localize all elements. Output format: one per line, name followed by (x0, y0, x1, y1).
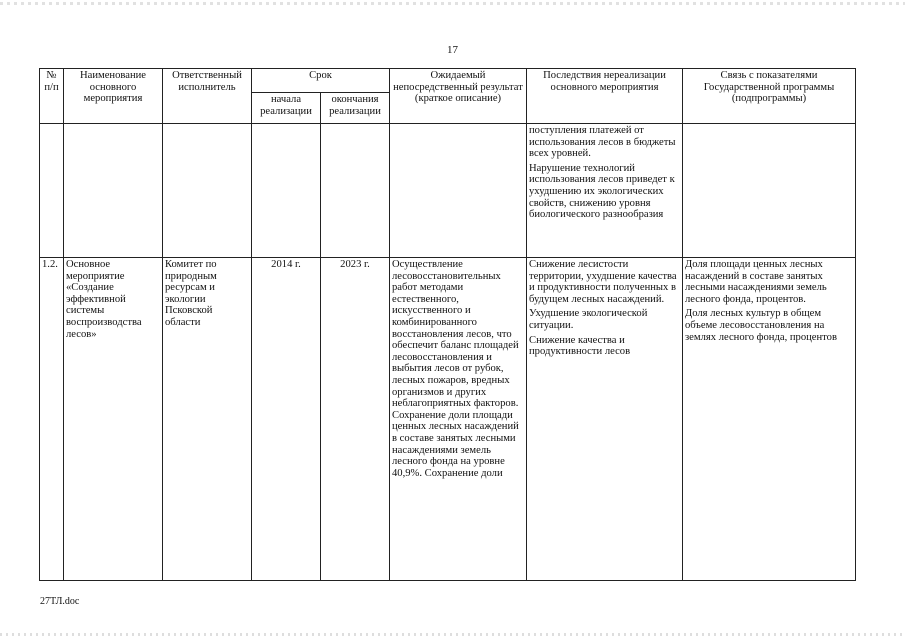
table-row (40, 124, 856, 258)
scan-noise-top (0, 2, 905, 5)
table-row (40, 258, 856, 581)
cell-expected: Осуществление лесовосстановительных работ методами естественного, искусственного и комбинированного восстановления лесов, что обеспечит баланс площадей лесовосстановления и выбытия лесов от рубок, лесных пожаров, вредных организмов и других неблагоприятных факторов. Сохранение доли площади ценных лесных насаждений в составе занятых лесными насаждениями земель лесного фонда на уровне 40,9%. Сохранение доли (390, 258, 527, 581)
consequence-text: Нарушение технологий использования лесов приведет к ухудшению их экологических свойств, снижению уровня биологического разнообразия (529, 162, 675, 221)
col-header-term: Срок (252, 69, 390, 93)
cell-num: 1.2. (40, 258, 64, 581)
cell-expected (390, 124, 527, 258)
cell-num (40, 124, 64, 258)
cell-consequences (527, 258, 683, 581)
cell-start (252, 124, 321, 258)
col-header-expected: Ожидаемый непосредственный результат (краткое описание) (390, 69, 527, 124)
cell-link (683, 258, 856, 581)
col-header-num: № п/п (40, 69, 64, 124)
col-header-term-start: начала реализации (252, 93, 321, 124)
col-header-responsible: Ответственный исполнитель (163, 69, 252, 124)
page-number: 17 (447, 44, 458, 56)
cell-link (683, 124, 856, 258)
consequence-text: Снижение качества и продуктивности лесов (529, 334, 631, 358)
cell-end: 2023 г. (321, 258, 390, 581)
cell-name: Основное мероприятие «Создание эффективной системы воспроизводства лесов» (64, 258, 163, 581)
cell-consequences (527, 124, 683, 258)
scan-noise-bottom (0, 633, 905, 636)
consequence-text: поступления платежей от использования лесов в бюджеты всех уровней. (529, 125, 676, 160)
consequence-text: Ухудшение экологической ситуации. (529, 308, 648, 331)
col-header-link: Связь с показателями Государственной программы (подпрограммы) (683, 69, 856, 124)
indicator-text: Доля лесных культур в общем объеме лесовосстановления на землях лесного фонда, процентов (685, 308, 837, 343)
cell-start: 2014 г. (252, 258, 321, 581)
col-header-name: Наименование основного мероприятия (64, 69, 163, 124)
footer-filename: 27ТЛ.doc (40, 596, 80, 607)
cell-name (64, 124, 163, 258)
indicator-text: Доля площади ценных лесных насаждений в составе занятых лесными насаждениями земель лесного фонда, процентов. (685, 259, 827, 305)
activities-table (39, 68, 856, 581)
col-header-consequences: Последствия нереализации основного мероприятия (527, 69, 683, 124)
cell-responsible (163, 124, 252, 258)
cell-responsible: Комитет по природным ресурсам и экологии Псковской области (163, 258, 252, 581)
cell-end (321, 124, 390, 258)
consequence-text: Снижение лесистости территории, ухудшение качества и продуктивности полученных в будущем лесных насаждений. (529, 259, 677, 305)
col-header-term-end: окончания реализации (321, 93, 390, 124)
header-row-1 (40, 69, 856, 93)
